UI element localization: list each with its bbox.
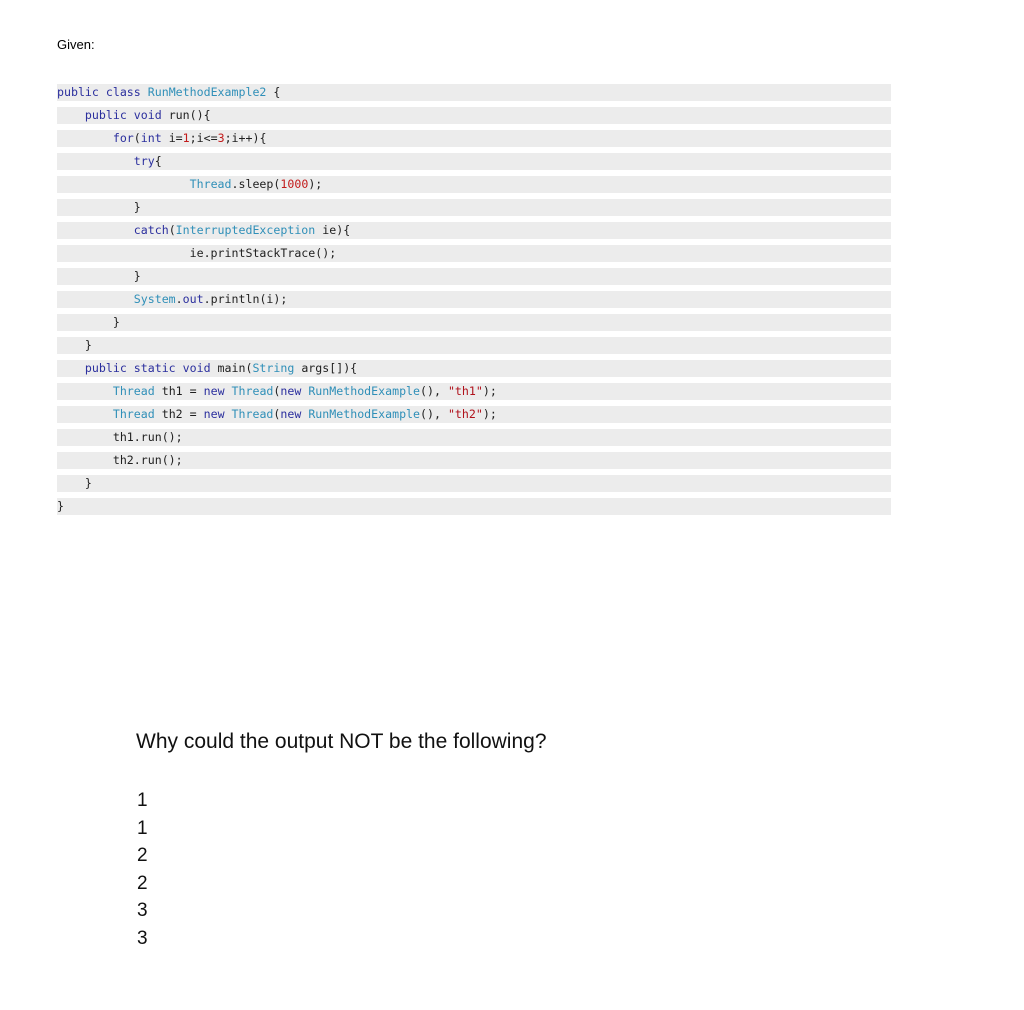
code-token: 1000 [280,177,309,191]
code-token: main( [217,361,253,375]
code-line [57,475,891,492]
code-token: run(){ [168,108,211,122]
code-token: th1 = [154,384,204,398]
code-token: { [266,85,281,99]
code-line [57,429,891,446]
output-line: 3 [137,900,148,921]
output-line: 3 [137,927,148,949]
code-line [57,406,891,423]
code-token: (), [420,407,448,421]
code-token: ( [168,223,176,237]
code-token: Thread [112,407,155,421]
code-token: InterruptedException [175,223,316,237]
code-token: th2.run(); [57,453,183,467]
code-token: "th1" [447,384,483,398]
code-line [57,383,891,400]
code-token: Thread [231,384,274,398]
code-line [57,84,891,101]
code-line [57,176,891,193]
question-text: Why could the output NOT be the following? [136,730,547,753]
code-token: RunMethodExample [308,407,421,421]
code-token: } [57,499,64,513]
output-list [137,787,148,952]
code-token: Thread [189,177,232,191]
code-token: Thread [231,407,274,421]
code-token [57,292,134,306]
code-token: 1 [182,131,190,145]
code-token: } [57,200,141,214]
code-token: for [57,131,134,145]
code-token: new [203,407,232,421]
code-token: int [140,131,162,145]
code-token: catch [57,223,169,237]
code-token: RunMethodExample [308,384,421,398]
code-token: RunMethodExample2 [147,85,267,99]
code-token: System [133,292,176,306]
code-line [57,222,891,239]
code-line [57,153,891,170]
output-line: 2 [137,872,148,894]
code-token: String [252,361,295,375]
code-token: Thread [112,384,155,398]
output-line: 1 [137,790,148,811]
code-token: ); [482,407,497,421]
code-token: public void [57,108,169,122]
code-token: ;i<= [189,131,218,145]
code-token: ;i++){ [224,131,267,145]
code-token [57,384,113,398]
given-label: Given: [57,37,95,52]
code-token: (), [420,384,448,398]
code-line [57,291,891,308]
code-token: new [280,384,309,398]
code-token: .println(i); [203,292,288,306]
code-token [57,177,190,191]
code-token: . [175,292,183,306]
code-token: "th2" [447,407,483,421]
code-token: 3 [217,131,225,145]
code-token: public static void [57,361,218,375]
output-line: 2 [137,845,148,866]
code-token: .sleep( [231,177,281,191]
code-token: ie){ [315,223,351,237]
code-token: try [57,154,155,168]
code-line [57,498,891,515]
code-token: th1.run(); [57,430,183,444]
code-token: th2 = [154,407,204,421]
code-token: ); [482,384,497,398]
code-token: args[]){ [294,361,358,375]
code-token: { [154,154,162,168]
code-token: ( [273,384,281,398]
code-token: ); [308,177,323,191]
code-line [57,107,891,124]
code-line [57,268,891,285]
code-token: ( [273,407,281,421]
code-token: ( [133,131,141,145]
output-line: 1 [137,817,148,839]
code-line [57,360,891,377]
code-line [57,130,891,147]
code-line [57,245,891,262]
code-line [57,452,891,469]
code-token: } [57,338,92,352]
code-token: new [203,384,232,398]
code-line [57,337,891,354]
code-block [57,84,891,521]
code-token: } [57,269,141,283]
code-token: } [57,315,120,329]
code-line [57,199,891,216]
code-token: } [57,476,92,490]
code-token: i= [161,131,183,145]
code-token: out [182,292,204,306]
code-token: new [280,407,309,421]
code-token [57,407,113,421]
code-token: public class [57,85,148,99]
code-line [57,314,891,331]
code-token: ie.printStackTrace(); [57,246,337,260]
